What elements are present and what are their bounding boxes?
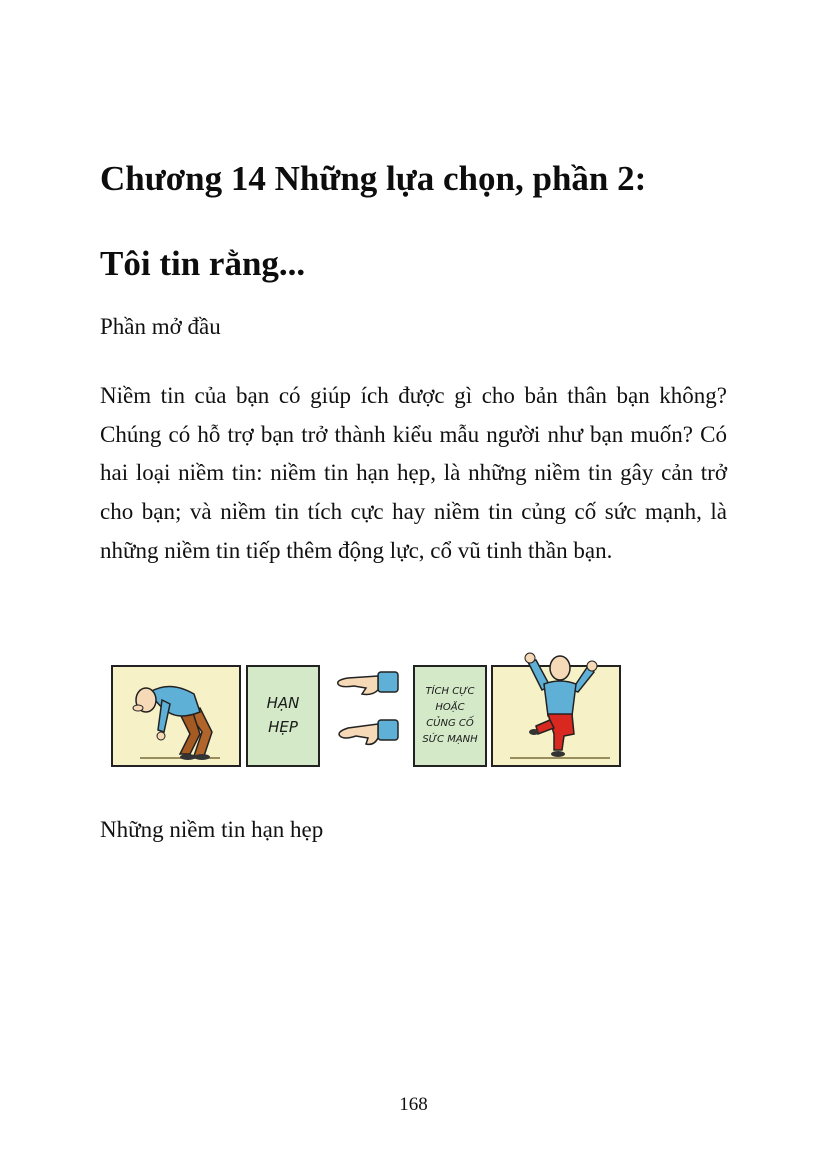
positive-label-line-4: SỨC MẠNH (422, 734, 478, 745)
intro-paragraph: Niềm tin của bạn có giúp ích được gì cho bản thân bạn không? Chúng có hỗ trợ bạn trở thành kiểu mẫu người như bạn muốn? Có hai loại niềm tin: niềm tin hạn hẹp, là những niềm tin gây cản trở cho bạn; và niềm tin tích cực hay niềm tin củng cố sức mạnh, là những niềm tin tiếp thêm động lực, cổ vũ tinh thần bạn. (100, 383, 727, 563)
pointing-hands (338, 672, 398, 744)
page-title-line-2: Tôi tin rằng... (100, 244, 306, 283)
limiting-label-line-2: HẸP (268, 718, 298, 736)
intro-heading: Phần mở đầu (100, 314, 221, 339)
positive-label-line-1: TÍCH CỰC (425, 686, 475, 697)
positive-label-line-3: CỦNG CỐ (426, 718, 474, 729)
limiting-label-line-1: HẠN (266, 694, 300, 712)
positive-label-line-2: HOẶC (435, 702, 465, 713)
page-number: 168 (399, 1094, 428, 1115)
panel-positive-label (414, 666, 486, 766)
comic-strip-illustration (110, 650, 622, 770)
panel-limiting-figure (112, 666, 240, 766)
page-title (100, 136, 740, 306)
limiting-beliefs-heading: Những niềm tin hạn hẹp (100, 817, 324, 842)
panel-limiting-label (247, 666, 319, 766)
page-title-line-1: Chương 14 Những lựa chọn, phần 2: (100, 159, 647, 198)
panel-positive-figure (492, 653, 620, 766)
